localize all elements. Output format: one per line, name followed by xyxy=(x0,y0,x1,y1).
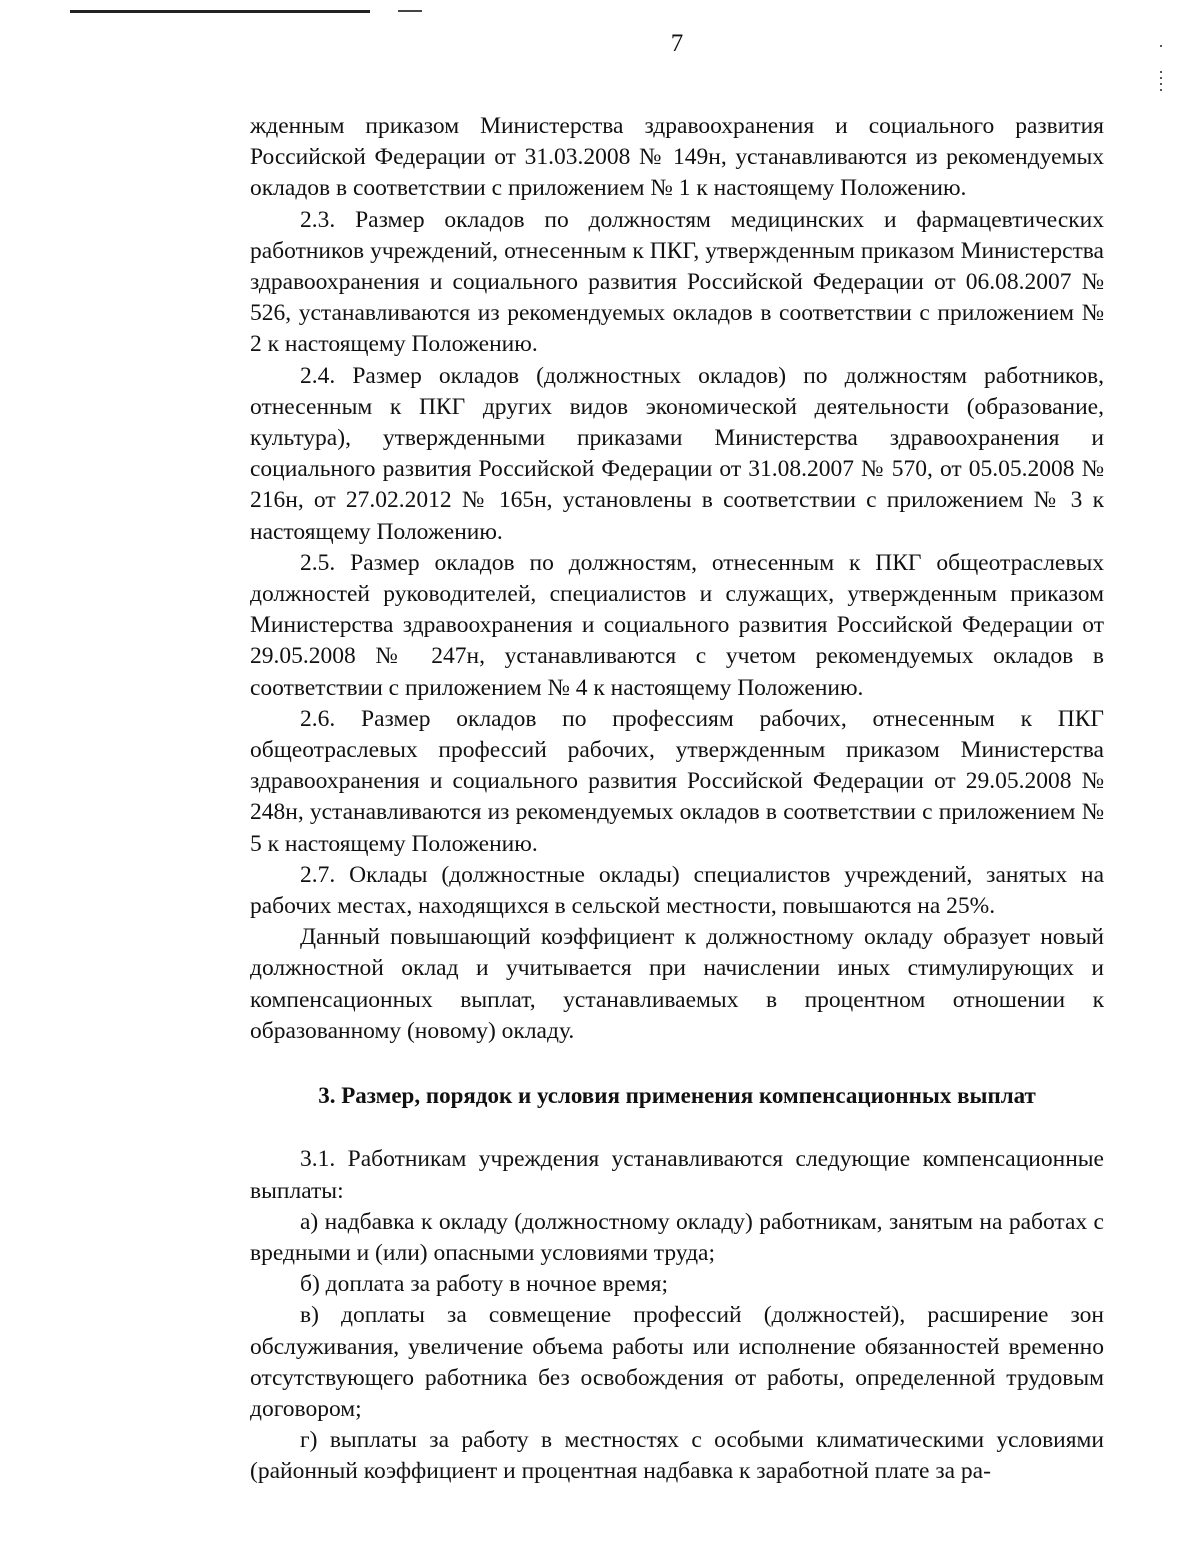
paragraph-2-3: 2.3. Размер окладов по должностям медицинских и фармацевтических работников учреждений, отнесенным к ПКГ, утвержденным приказом Министерства здравоохранения и социального развития Российской Федерации от 06.08.2007 № 526, устанавливаются из рекомендуемых окладов в соответствии с приложением № 2 к настоящему Положению. xyxy=(250,206,1104,358)
paragraph-2-7: 2.7. Оклады (должностные оклады) специалистов учреждений, занятых на рабочих местах, находящихся в сельской местности, повышаются на 25%. xyxy=(250,861,1104,920)
list-item-3-1-a: а) надбавка к окладу (должностному окладу) работникам, занятым на работах с вредными и (или) опасными условиями труда; xyxy=(250,1208,1104,1266)
list-item-3-1-g: г) выплаты за работу в местностях с особыми климатическими условиями (районный коэффициент и процентная надбавка к заработной плате за ра- xyxy=(250,1427,1104,1485)
document-body xyxy=(250,111,1104,1488)
list-item-3-1-v: в) доплаты за совмещение профессий (должностей), расширение зон обслуживания, увеличение объема работы или исполнение обязанностей временно отсутствующего работника без освобождения от работы, определенной трудовым договором; xyxy=(250,1302,1104,1422)
page-number: 7 xyxy=(670,30,684,57)
paragraph-2-5: 2.5. Размер окладов по должностям, отнесенным к ПКГ общеотраслевых должностей руководителей, специалистов и служащих, утвержденным приказом Министерства здравоохранения и социального развития Российской Федерации от 29.05.2008 № 247н, устанавливаются с учетом рекомендуемых окладов в соответствии с приложением № 4 к настоящему Положению. xyxy=(250,549,1104,701)
paragraph-2-4: 2.4. Размер окладов (должностных окладов) по должностям работников, отнесенным к ПКГ других видов экономической деятельности (образование, культура), утвержденными приказами Министерства здравоохранения и социального развития Российской Федерации от 31.08.2007 № 570, от 05.05.2008 № 216н, от 27.02.2012 № 165н, установлены в соответствии с приложением № 3 к настоящему Положению. xyxy=(250,362,1104,545)
paragraph-3-1: 3.1. Работникам учреждения устанавливаются следующие компенсационные выплаты: xyxy=(250,1146,1104,1204)
paragraph-2-7-note: Данный повышающий коэффициент к должностному окладу образует новый должностной оклад и учитывается при начислении иных стимулирующих и компенсационных выплат, устанавливаемых в процентном отношении к образованному (новому) окладу. xyxy=(250,924,1104,1044)
list-item-3-1-b: б) доплата за работу в ночное время; xyxy=(300,1271,669,1298)
scan-artifact-line xyxy=(70,10,370,13)
paragraph-continuation: жденным приказом Министерства здравоохранения и социального развития Российской Федерации от 31.03.2008 № 149н, устанавливаются из рекомендуемых окладов в соответствии с приложением № 1 к настоящему Положению. xyxy=(250,113,1104,202)
section-3-heading: 3. Размер, порядок и условия применения компенсационных выплат xyxy=(318,1083,1036,1109)
paragraph-2-6: 2.6. Размер окладов по профессиям рабочих, отнесенным к ПКГ общеотраслевых профессий рабочих, утвержденным приказом Министерства здравоохранения и социального развития Российской Федерации от 29.05.2008 № 248н, устанавливаются из рекомендуемых окладов в соответствии с приложением № 5 к настоящему Положению. xyxy=(250,705,1104,857)
scan-artifact-line-short xyxy=(398,10,422,12)
